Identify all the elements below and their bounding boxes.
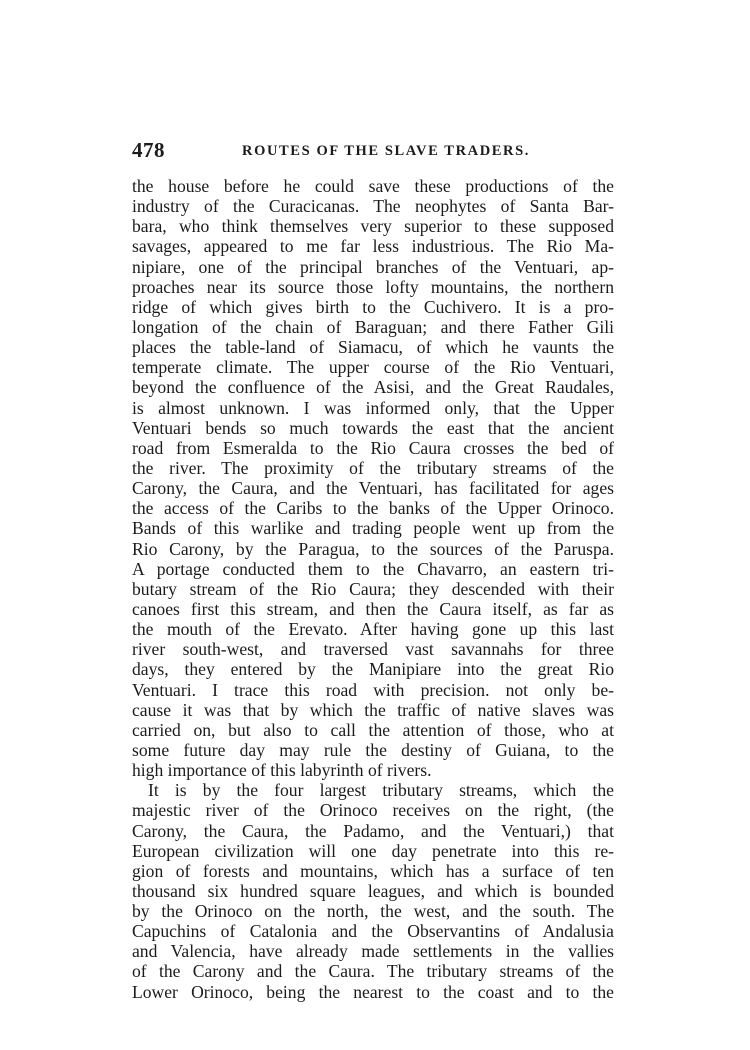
text-line: carried on, but also to call the attention of those, who at bbox=[132, 719, 614, 740]
text-line: bara, who think themselves very superior to these supposed bbox=[132, 216, 614, 237]
text-line: Ventuari bends so much towards the east that the ancient bbox=[132, 417, 614, 438]
running-title: ROUTES OF THE SLAVE TRADERS. bbox=[242, 143, 531, 159]
text-line: the mouth of the Erevato. After having gone up this last bbox=[132, 619, 614, 640]
text-line: beyond the confluence of the Asisi, and the Great Raudales, bbox=[132, 377, 614, 398]
page-number: 478 bbox=[132, 138, 165, 162]
text-line: is almost unknown. I was informed only, that the Upper bbox=[132, 397, 614, 418]
paragraph-end-line: high importance of this labyrinth of rivers. bbox=[132, 760, 432, 781]
running-head bbox=[132, 138, 612, 164]
text-line: cause it was that by which the traffic of native slaves was bbox=[132, 699, 614, 720]
text-line: Capuchins of Catalonia and the Observantins of Andalusia bbox=[132, 921, 614, 942]
text-line: and Valencia, have already made settlements in the vallies bbox=[132, 941, 614, 962]
text-line: Carony, the Caura, and the Ventuari, has facilitated for ages bbox=[132, 478, 614, 499]
text-line: industry of the Curacicanas. The neophytes of Santa Bar- bbox=[132, 196, 614, 217]
text-line: the river. The proximity of the tributary streams of the bbox=[132, 457, 614, 478]
paragraph-start-line: It is by the four largest tributary streams, which the bbox=[148, 780, 614, 801]
text-line: savages, appeared to me far less industrious. The Rio Ma- bbox=[132, 236, 614, 257]
text-line: the access of the Caribs to the banks of the Upper Orinoco. bbox=[132, 498, 614, 519]
text-line: A portage conducted them to the Chavarro, an eastern tri- bbox=[132, 558, 614, 579]
text-line: temperate climate. The upper course of the Rio Ventuari, bbox=[132, 357, 614, 378]
text-line: by the Orinoco on the north, the west, and the south. The bbox=[132, 901, 614, 922]
text-line: days, they entered by the Manipiare into the great Rio bbox=[132, 659, 614, 680]
text-line: Bands of this warlike and trading people went up from the bbox=[132, 518, 614, 539]
text-line: of the Carony and the Caura. The tributary streams of the bbox=[132, 961, 614, 982]
text-line: gion of forests and mountains, which has a surface of ten bbox=[132, 860, 614, 881]
text-line: Rio Carony, by the Paragua, to the sources of the Paruspa. bbox=[132, 538, 614, 559]
text-line: canoes first this stream, and then the Caura itself, as far as bbox=[132, 598, 614, 619]
text-line: places the table-land of Siamacu, of which he vaunts the bbox=[132, 337, 614, 358]
text-line: Ventuari. I trace this road with precision. not only be- bbox=[132, 679, 614, 700]
text-line: ridge of which gives birth to the Cuchivero. It is a pro- bbox=[132, 296, 614, 317]
text-line: Carony, the Caura, the Padamo, and the Ventuari,) that bbox=[132, 820, 614, 841]
text-line: thousand six hundred square leagues, and which is bounded bbox=[132, 880, 614, 901]
text-line: butary stream of the Rio Caura; they descended with their bbox=[132, 578, 614, 599]
text-line: some future day may rule the destiny of Guiana, to the bbox=[132, 739, 614, 760]
body-text bbox=[132, 176, 614, 1002]
text-line: European civilization will one day penetrate into this re- bbox=[132, 840, 614, 861]
text-line: the house before he could save these productions of the bbox=[132, 176, 614, 196]
text-line: Lower Orinoco, being the nearest to the coast and to the bbox=[132, 981, 614, 1002]
text-line: road from Esmeralda to the Rio Caura crosses the bed of bbox=[132, 437, 614, 458]
text-line: river south-west, and traversed vast savannahs for three bbox=[132, 639, 614, 660]
text-line: longation of the chain of Baraguan; and there Father Gili bbox=[132, 316, 614, 337]
text-line: majestic river of the Orinoco receives on the right, (the bbox=[132, 800, 614, 821]
text-line: proaches near its source those lofty mountains, the northern bbox=[132, 276, 614, 297]
text-line: nipiare, one of the principal branches of the Ventuari, ap- bbox=[132, 256, 614, 277]
